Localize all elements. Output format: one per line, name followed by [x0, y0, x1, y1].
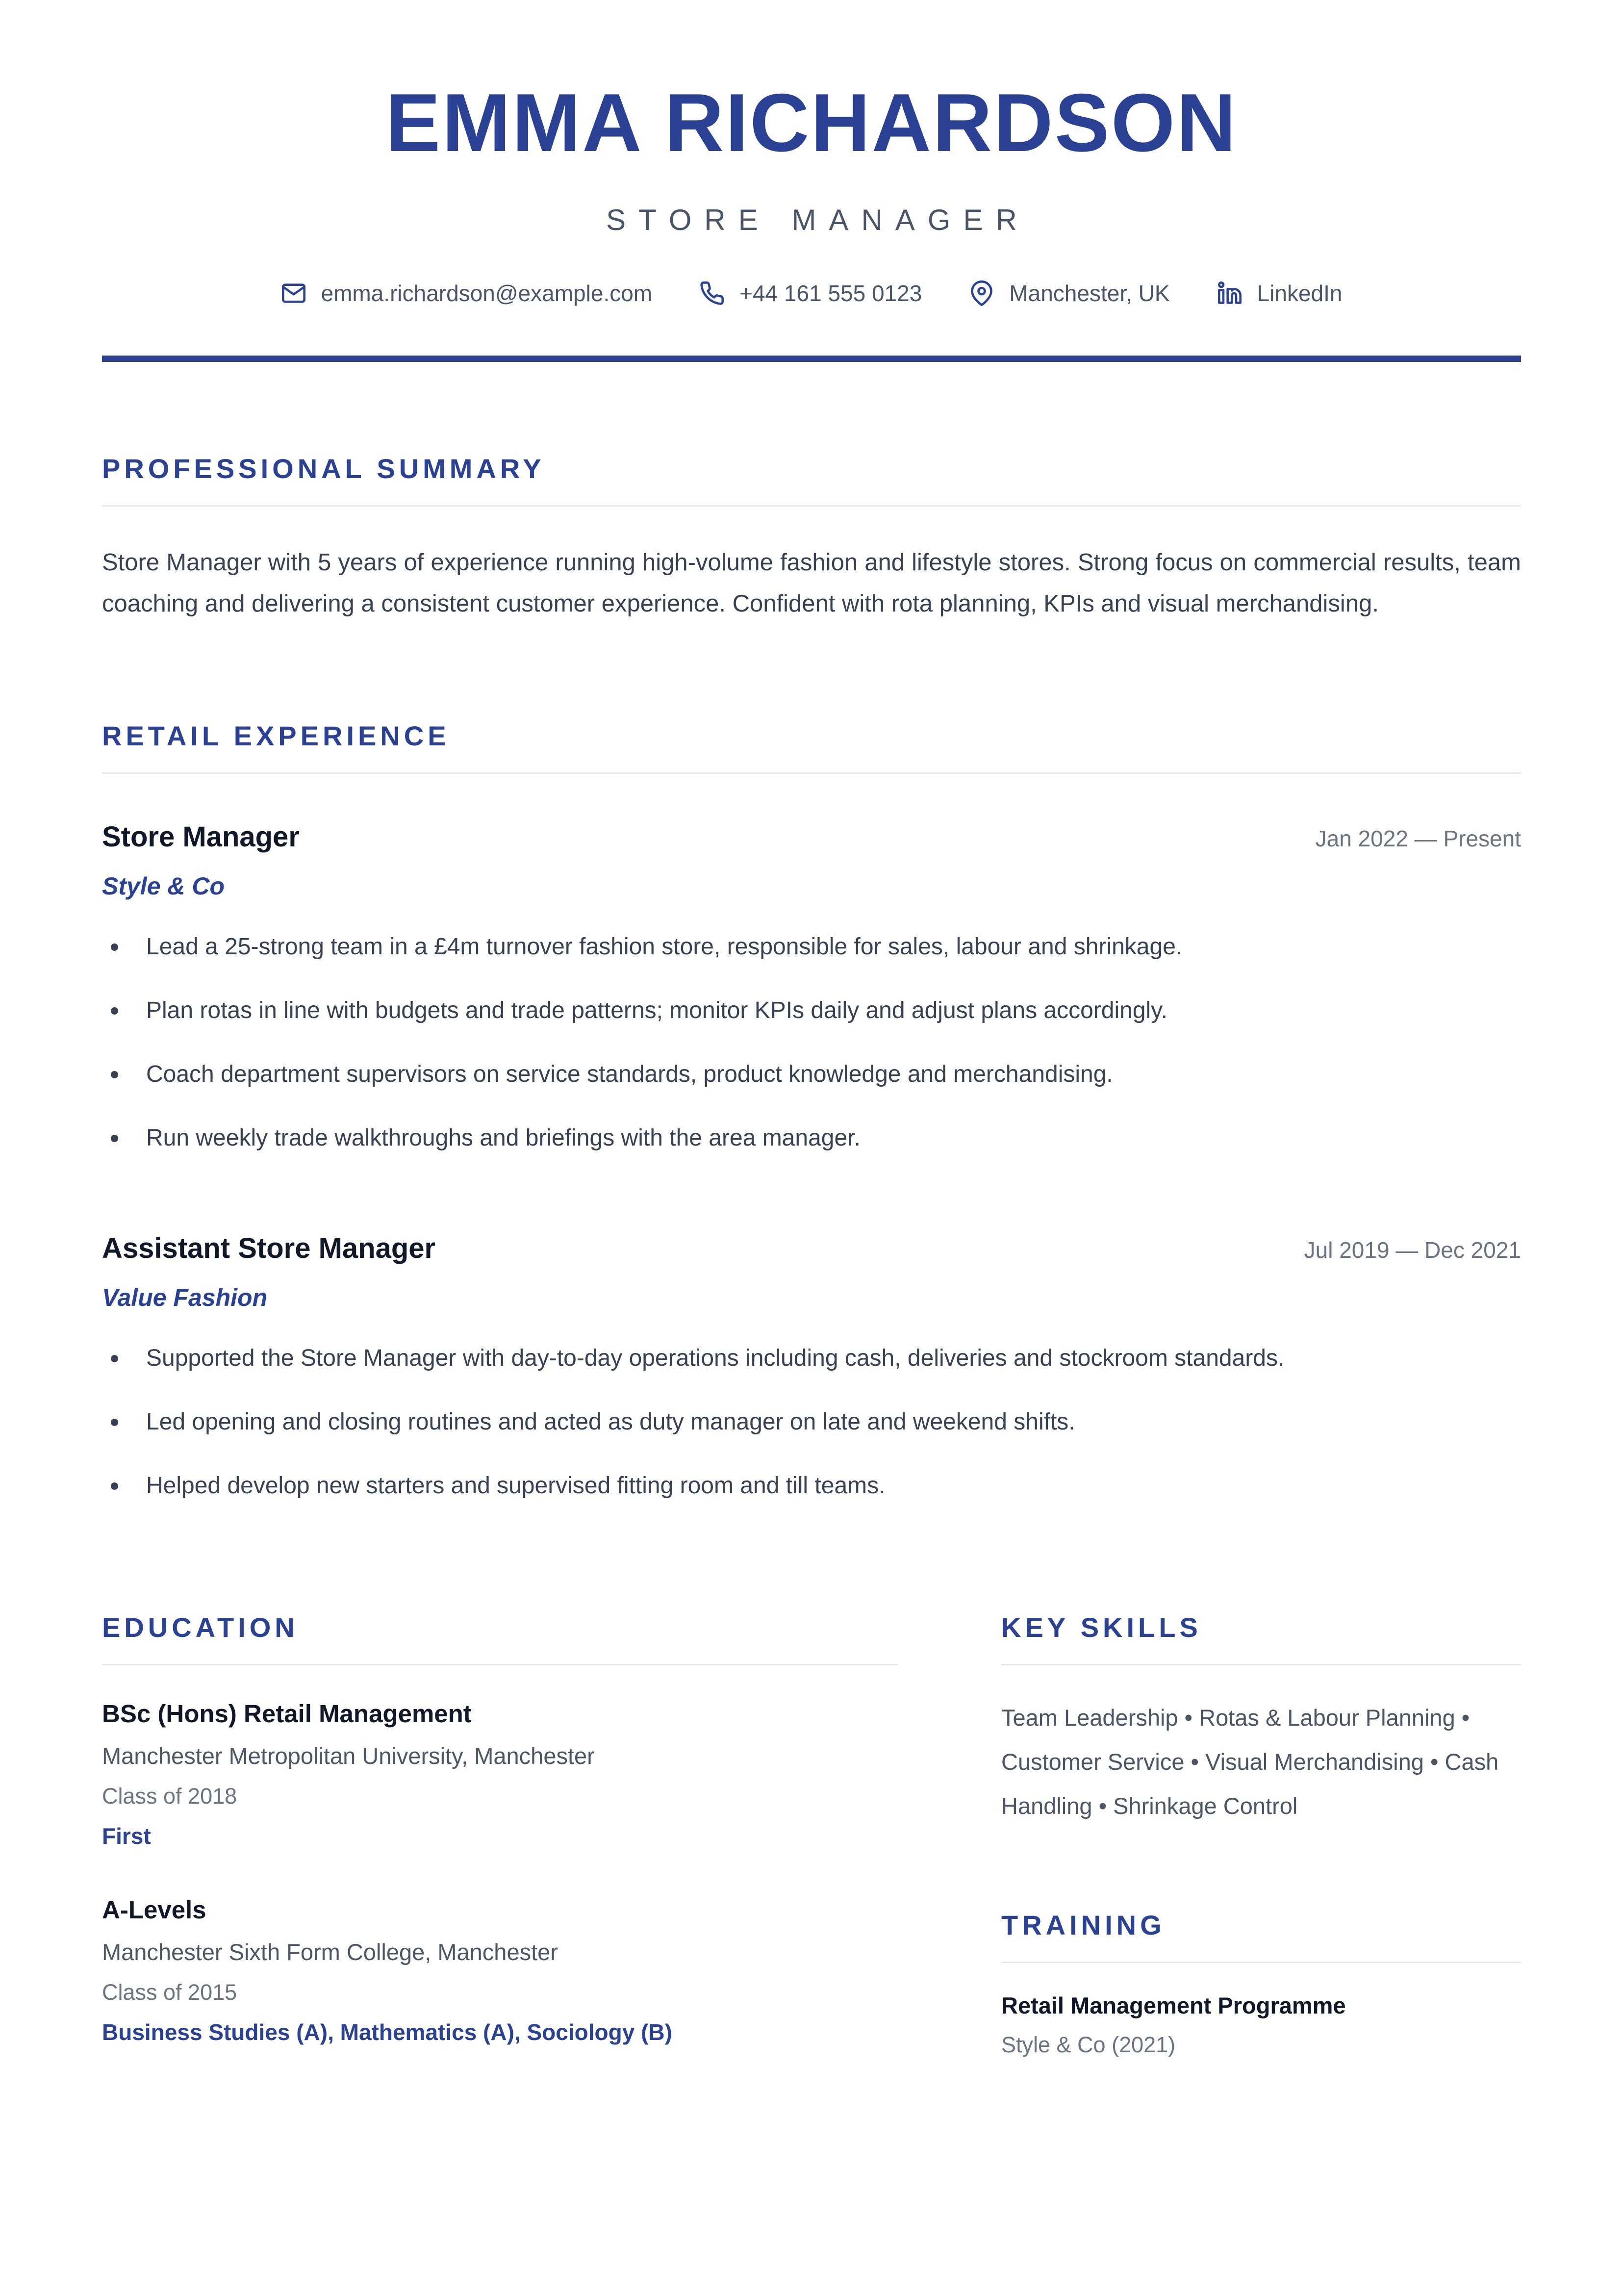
education-entry — [102, 1699, 898, 1850]
education-school: Manchester Metropolitan University, Manchester — [102, 1742, 595, 1769]
job-dates: Jul 2019 — Dec 2021 — [1304, 1237, 1521, 1263]
training-name: Retail Management Programme — [1001, 1992, 1346, 2018]
training-section — [1001, 1909, 1521, 2058]
bottom-grid — [102, 1611, 1521, 2058]
summary-section — [102, 453, 1521, 624]
location-pin-icon — [969, 281, 994, 306]
job-bullet: Supported the Store Manager with day-to-day operations including cash, deliveries and stockroom standards. — [102, 1343, 1521, 1374]
job-company: Style & Co — [102, 872, 225, 900]
header-divider — [102, 356, 1521, 362]
education-year: Class of 2018 — [102, 1783, 237, 1809]
job-bullet: Plan rotas in line with budgets and trade patterns; monitor KPIs daily and adjust plans accordingly. — [102, 995, 1521, 1026]
job-title: Store Manager — [102, 820, 300, 853]
contact-row — [102, 280, 1521, 306]
job-bullet: Run weekly trade walkthroughs and briefings with the area manager. — [102, 1123, 1521, 1153]
job-bullet: Lead a 25-strong team in a £4m turnover fashion store, responsible for sales, labour and shrinkage. — [102, 932, 1521, 962]
skills-column — [1001, 1611, 1521, 2058]
job-header — [102, 1232, 1521, 1265]
education-year: Class of 2015 — [102, 1979, 237, 2005]
training-heading: TRAINING — [1001, 1909, 1521, 1963]
linkedin-icon — [1217, 281, 1243, 306]
education-degree: BSc (Hons) Retail Management — [102, 1699, 472, 1728]
summary-heading: PROFESSIONAL SUMMARY — [102, 453, 1521, 507]
contact-linkedin[interactable] — [1217, 280, 1343, 306]
education-grade: Business Studies (A), Mathematics (A), Sociology (B) — [102, 2019, 672, 2045]
job-bullet: Led opening and closing routines and acted as duty manager on late and weekend shifts. — [102, 1407, 1521, 1437]
contact-linkedin-text: LinkedIn — [1257, 280, 1343, 306]
education-section — [102, 1611, 898, 2058]
job-bullet-list — [102, 932, 1521, 1153]
contact-phone[interactable] — [699, 280, 922, 306]
candidate-role: STORE MANAGER — [606, 203, 1030, 236]
contact-email-text: emma.richardson@example.com — [321, 280, 653, 306]
experience-section — [102, 720, 1521, 1501]
training-org: Style & Co (2021) — [1001, 2032, 1176, 2057]
phone-icon — [699, 281, 725, 306]
contact-email[interactable] — [281, 280, 653, 306]
education-degree: A-Levels — [102, 1895, 206, 1924]
contact-location[interactable] — [969, 280, 1169, 306]
key-skills-heading: KEY SKILLS — [1001, 1611, 1521, 1665]
summary-text: Store Manager with 5 years of experience running high-volume fashion and lifestyle stores. Strong focus on commercial results, team coaching and delivering a consistent customer experience. Confident with rota planning, KPIs and visual merchandising. — [102, 549, 1521, 617]
experience-heading: RETAIL EXPERIENCE — [102, 720, 1521, 774]
education-heading: EDUCATION — [102, 1611, 898, 1665]
education-grade: First — [102, 1823, 151, 1849]
contact-location-text: Manchester, UK — [1009, 280, 1170, 306]
key-skills-text: Team Leadership • Rotas & Labour Planning • Customer Service • Visual Merchandising • Cash Handling • Shrinkage Control — [1001, 1704, 1499, 1819]
mail-icon — [281, 281, 306, 306]
job-header — [102, 820, 1521, 853]
contact-phone-text: +44 161 555 0123 — [739, 280, 922, 306]
education-school: Manchester Sixth Form College, Manchester — [102, 1939, 558, 1965]
resume-header — [102, 74, 1521, 362]
job-title: Assistant Store Manager — [102, 1232, 436, 1264]
job-entry — [102, 820, 1521, 1153]
job-bullet-list — [102, 1343, 1521, 1501]
job-dates: Jan 2022 — Present — [1315, 825, 1521, 851]
education-entry — [102, 1895, 898, 2046]
job-bullet: Coach department supervisors on service standards, product knowledge and merchandising. — [102, 1059, 1521, 1090]
job-entry — [102, 1232, 1521, 1501]
job-company: Value Fashion — [102, 1283, 268, 1311]
key-skills-section — [1001, 1611, 1521, 1828]
job-bullet: Helped develop new starters and supervised fitting room and till teams. — [102, 1471, 1521, 1501]
candidate-name: EMMA RICHARDSON — [385, 77, 1238, 169]
